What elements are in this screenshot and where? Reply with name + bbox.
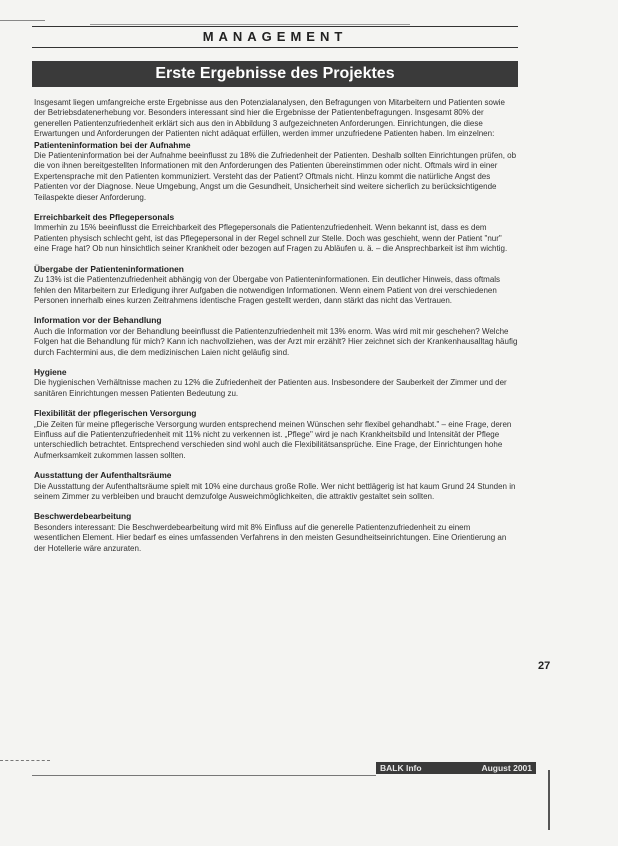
section-erreichbarkeit xyxy=(34,212,518,255)
article-body xyxy=(34,98,518,563)
section-text: Die Ausstattung der Aufenthaltsräume spielt mit 10% eine durchaus große Rolle. Wer nicht bettlägerig ist hat kaum Grund 24 Stunden in seinem Zimmer zu verbleiben und braucht demzufolge Ausweichmöglichkeiten, die attraktiv gestaltet sein sollten. xyxy=(34,481,516,501)
section-information xyxy=(34,315,518,358)
section-heading: Beschwerdebearbeitung xyxy=(34,511,132,522)
footer-bar xyxy=(376,762,536,774)
section-beschwerde xyxy=(34,511,518,554)
section-text: Besonders interessant: Die Beschwerdebearbeitung wird mit 8% Einfluss auf die generelle Patientenzufriedenheit zu einem wesentlichen Element. Hier bedarf es eines umfassenden Verfahrens in den meisten Gesundheitseinrichtungen. Eine Orientierung an der Hotellerie wäre anzuraten. xyxy=(34,522,507,553)
section-text: Immerhin zu 15% beeinflusst die Erreichbarkeit des Pflegepersonals die Patientenzufriedenheit. Wenn bekannt ist, dass es dem Patienten physisch schlecht geht, ist das Pflegepersonal in der Regel schnell zur Stelle. Doch was geschieht, wenn der Patient "nur" eine Frage hat? Ob nun hinsichtlich seiner Krankheit oder bezogen auf Fragen zu Abläufen u. ä. – die Ansprechbarkeit ist ihm wichtig. xyxy=(34,223,508,254)
section-hygiene xyxy=(34,367,518,399)
page-number: 27 xyxy=(538,660,551,672)
section-text: Auch die Information vor der Behandlung beeinflusst die Patientenzufriedenheit mit 13% enorm. Was wird mit mir geschehen? Welche Folgen hat die Behandlung für mich? Kann ich nachvollziehen, was der Arzt mir erzählt? Hier zeichnet sich der Krankenhausalltag häufig durch Fachtermini aus, die dem medizinischen Laien nicht geläufig sind. xyxy=(34,326,518,357)
section-aufnahme xyxy=(34,140,518,203)
section-heading: Ausstattung der Aufenthaltsräume xyxy=(34,470,172,481)
section-text: Die hygienischen Verhältnisse machen zu 12% die Zufriedenheit der Patienten aus. Insbesondere der Sauberkeit der Zimmer und der sanitären Einrichtungen messen Patienten Bedeutung zu. xyxy=(34,378,507,398)
section-heading: Hygiene xyxy=(34,366,67,377)
section-heading: Information vor der Behandlung xyxy=(34,315,162,326)
header-rule-top xyxy=(32,26,518,27)
section-ausstattung xyxy=(34,470,518,502)
section-flexibilitaet xyxy=(34,408,518,461)
intro-paragraph: Insgesamt liegen umfangreiche erste Ergebnisse aus den Potenzialanalysen, den Befragungen von Mitarbeitern und Patienten sowie der Betriebsdatenerhebung vor. Besonders interessant sind hier die Ergebnisse der Patientenbefragungen. Insgesamt 80% der generellen Patientenzufriedenheit erklärt sich aus den in Abbildung 3 aufgezeichneten Anforderungen. Einrichtungen, die diese Erwartungen und Anforderungen der Patienten nicht adäquat erfüllen, werden immer unzufriedene Patienten haben. Im einzelnen: xyxy=(34,98,505,139)
section-heading: Übergabe der Patienteninformationen xyxy=(34,263,184,274)
footer-date: August 2001 xyxy=(481,763,532,773)
scan-artifact-edge xyxy=(548,770,550,830)
page-title: Erste Ergebnisse des Projektes xyxy=(32,61,518,87)
footer-publication: BALK Info xyxy=(380,763,422,773)
scan-artifact-line xyxy=(0,760,50,761)
section-heading: Flexibilität der pflegerischen Versorgung xyxy=(34,408,197,419)
section-uebergabe xyxy=(34,264,518,307)
section-text: „Die Zeiten für meine pflegerische Versorgung wurden entsprechend meinen Wünschen sehr flexibel gehandhabt." – eine Frage, deren Einfluss auf die Patientenzufriedenheit mit 11% nicht zu verkennen ist. „Pflege" wird je nach Krankheitsbild und Intensität der Pflege unterschiedlich betrachtet. Entsprechend verschieden sind wohl auch die Flexibilitätsansprüche. Eine Frage, der Einrichtungen hohe Aufmerksamkeit zukommen lassen sollten. xyxy=(34,419,512,460)
section-label: MANAGEMENT xyxy=(202,29,348,44)
section-text: Zu 13% ist die Patientenzufriedenheit abhängig von der Übergabe von Patienteninformationen. Ein deutlicher Hinweis, dass oftmals fehlen den Mitarbeitern zur Erledigung ihrer Aufgaben die notwendigen Informationen. Wenn einem Patient von drei verschiedenen Personen innerhalb eines kurzen Zeitrahmens identische Fragen gestellt werden, dann stärkt das nicht das Vertrauen. xyxy=(34,275,501,305)
section-heading: Erreichbarkeit des Pflegepersonals xyxy=(34,212,175,223)
scan-artifact-line xyxy=(90,24,410,25)
scan-artifact-line xyxy=(0,20,45,21)
header-rule-bottom xyxy=(32,47,518,48)
footer-rule xyxy=(32,775,376,776)
section-heading: Patienteninformation bei der Aufnahme xyxy=(34,139,191,150)
section-text: Die Patienteninformation bei der Aufnahme beeinflusst zu 18% die Zufriedenheit der Patienten. Deshalb sollten Einrichtungen prüfen, ob die von ihnen bereitgestellten Informationen mit den Anforderungen des Patienten übereinstimmen oder nicht. Oftmals wird in einer Expertensprache mit den Patienten kommuniziert. Versteht das der Patient? Oftmals nicht. Hinzu kommt die natürliche Angst des Patienten vor der Diagnose. Neue Umgebung, Angst um die Gesundheit, Unsicherheit sind weitere sicherlich zu berücksichtigende Teilaspekte dieser Anforderung. xyxy=(34,151,517,202)
